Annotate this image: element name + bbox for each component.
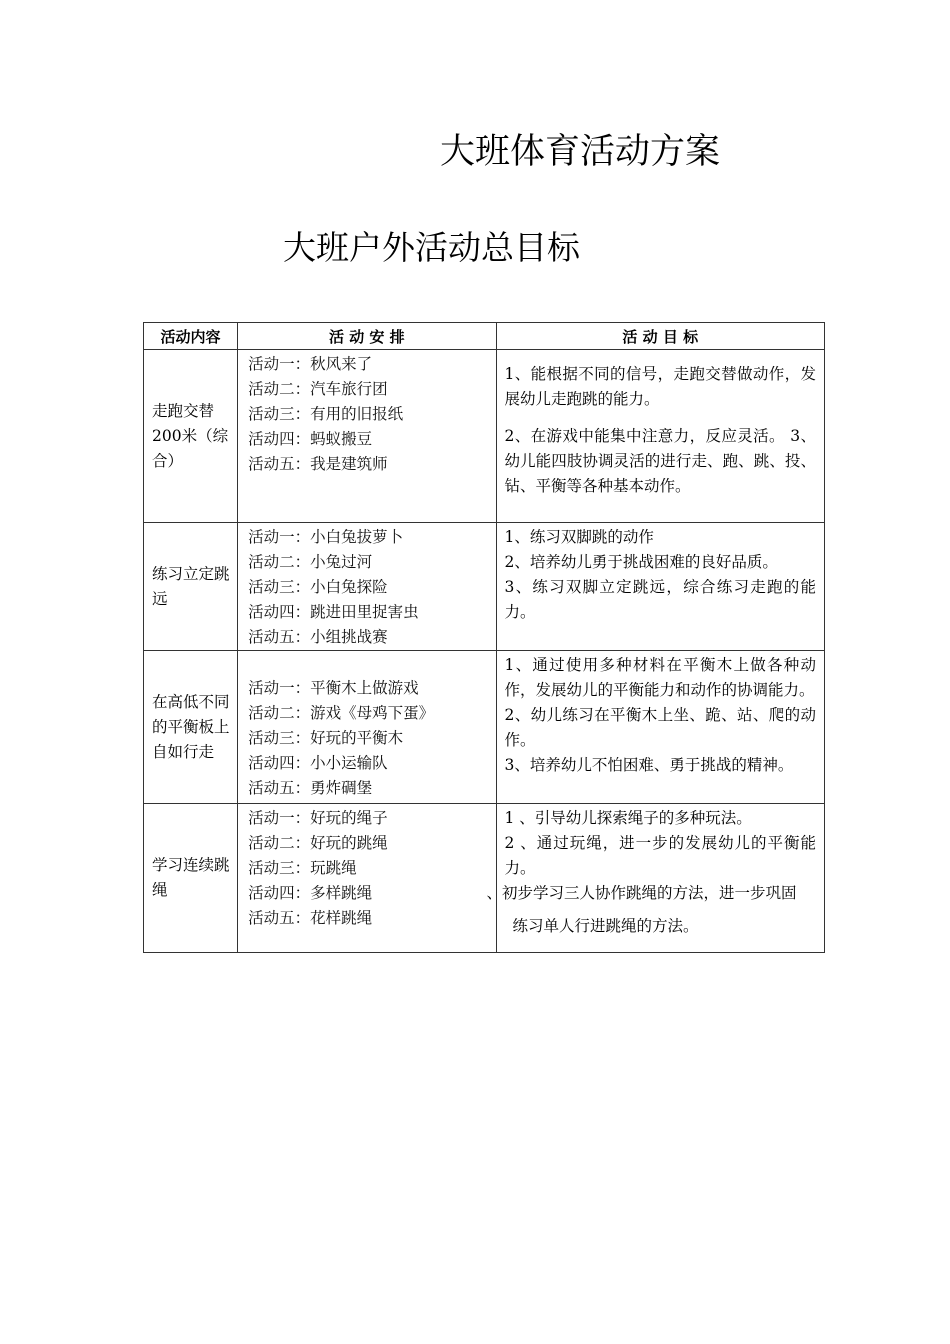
activity-item: 活动三：小白兔探险: [248, 578, 388, 596]
activity-item: 活动一：秋风来了: [248, 355, 373, 373]
goal-item: 1、通过使用多种材料在平衡木上做各种动作，发展幼儿的平衡能力和动作的协调能力。: [504, 656, 816, 699]
activity-item: 活动四：小小运输队: [248, 754, 388, 772]
activity-item: 活动二：小兔过河: [248, 553, 373, 571]
activity-arrangement-cell: [238, 350, 496, 523]
activity-item: 活动二：汽车旅行团: [248, 380, 388, 398]
activity-arrangement-cell: [238, 804, 496, 953]
goal-item: 2、培养幼儿勇于挑战困难的良好品质。: [504, 553, 778, 571]
activity-item: 活动四：蚂蚁搬豆: [248, 430, 373, 448]
activity-goals-cell: [496, 523, 825, 651]
activity-item: 活动五：小组挑战赛: [248, 628, 388, 646]
activity-item: 活动五：花样跳绳: [248, 909, 373, 927]
activity-item: 活动五：勇炸碉堡: [248, 779, 373, 797]
activity-item: 活动五：我是建筑师: [248, 455, 388, 473]
activity-content-cell: 学习连续跳绳: [144, 804, 238, 953]
activity-item: 活动四：跳进田里捉害虫: [248, 603, 419, 621]
document-title: 大班体育活动方案: [440, 132, 721, 172]
activity-plan-table: [143, 322, 825, 953]
goal-item: 1、能根据不同的信号，走跑交替做动作，发展幼儿走跑跳的能力。: [504, 365, 816, 408]
activity-item: 活动二：好玩的跳绳: [248, 834, 388, 852]
document-subtitle: 大班户外活动总目标: [283, 228, 580, 267]
goal-item: 1 、引导幼儿探索绳子的多种玩法。: [504, 809, 752, 827]
activity-item: 活动三：好玩的平衡木: [248, 729, 404, 747]
activity-content-cell: 在高低不同的平衡板上自如行走: [144, 651, 238, 804]
activity-item: 活动一：好玩的绳子: [248, 809, 388, 827]
activity-goals-cell: [496, 350, 825, 523]
activity-item: 活动三：有用的旧报纸: [248, 405, 404, 423]
activity-goals-cell: [486, 804, 825, 953]
goal-item: 2 、通过玩绳，进一步的发展幼儿的平衡能力。: [504, 834, 816, 877]
header-goals: 活 动 目 标: [496, 323, 825, 350]
goal-item: 1、练习双脚跳的动作: [504, 528, 654, 546]
table-row: [144, 804, 825, 953]
activity-item: 活动一：小白兔拔萝卜: [248, 528, 404, 546]
activity-item: 活动一：平衡木上做游戏: [248, 679, 419, 697]
activity-content-cell: 练习立定跳远: [144, 523, 238, 651]
goal-item: 3、培养幼儿不怕困难、勇于挑战的精神。: [504, 756, 794, 774]
header-arrangement: 活 动 安 排: [238, 323, 496, 350]
activity-goals-cell: [496, 651, 825, 804]
goal-item: 3、练习双脚立定跳远，综合练习走跑的能力。: [504, 578, 816, 621]
activity-content-cell: 走跑交替200米（综合）: [144, 350, 238, 523]
header-content: 活动内容: [144, 323, 238, 350]
activity-item: 活动三：玩跳绳: [248, 859, 357, 877]
activity-item: 活动四：多样跳绳: [248, 884, 373, 902]
activity-arrangement-cell: [238, 651, 496, 804]
activity-item: 活动二：游戏《母鸡下蛋》: [248, 704, 435, 722]
goal-item: 练习单人行进跳绳的方法。: [512, 917, 699, 935]
table-row: [144, 651, 825, 804]
goal-item: 2、幼儿练习在平衡木上坐、跪、站、爬的动作。: [504, 706, 816, 749]
table-row: [144, 350, 825, 523]
table-row: [144, 523, 825, 651]
activity-arrangement-cell: [238, 523, 496, 651]
goal-item: 2、在游戏中能集中注意力，反应灵活。 3、幼儿能四肢协调灵活的进行走、跑、跳、投、钻、平衡等各种基本动作。: [504, 427, 816, 495]
table-header-row: [144, 323, 825, 350]
goal-item: 、初步学习三人协作跳绳的方法，进一步巩固: [486, 884, 797, 902]
